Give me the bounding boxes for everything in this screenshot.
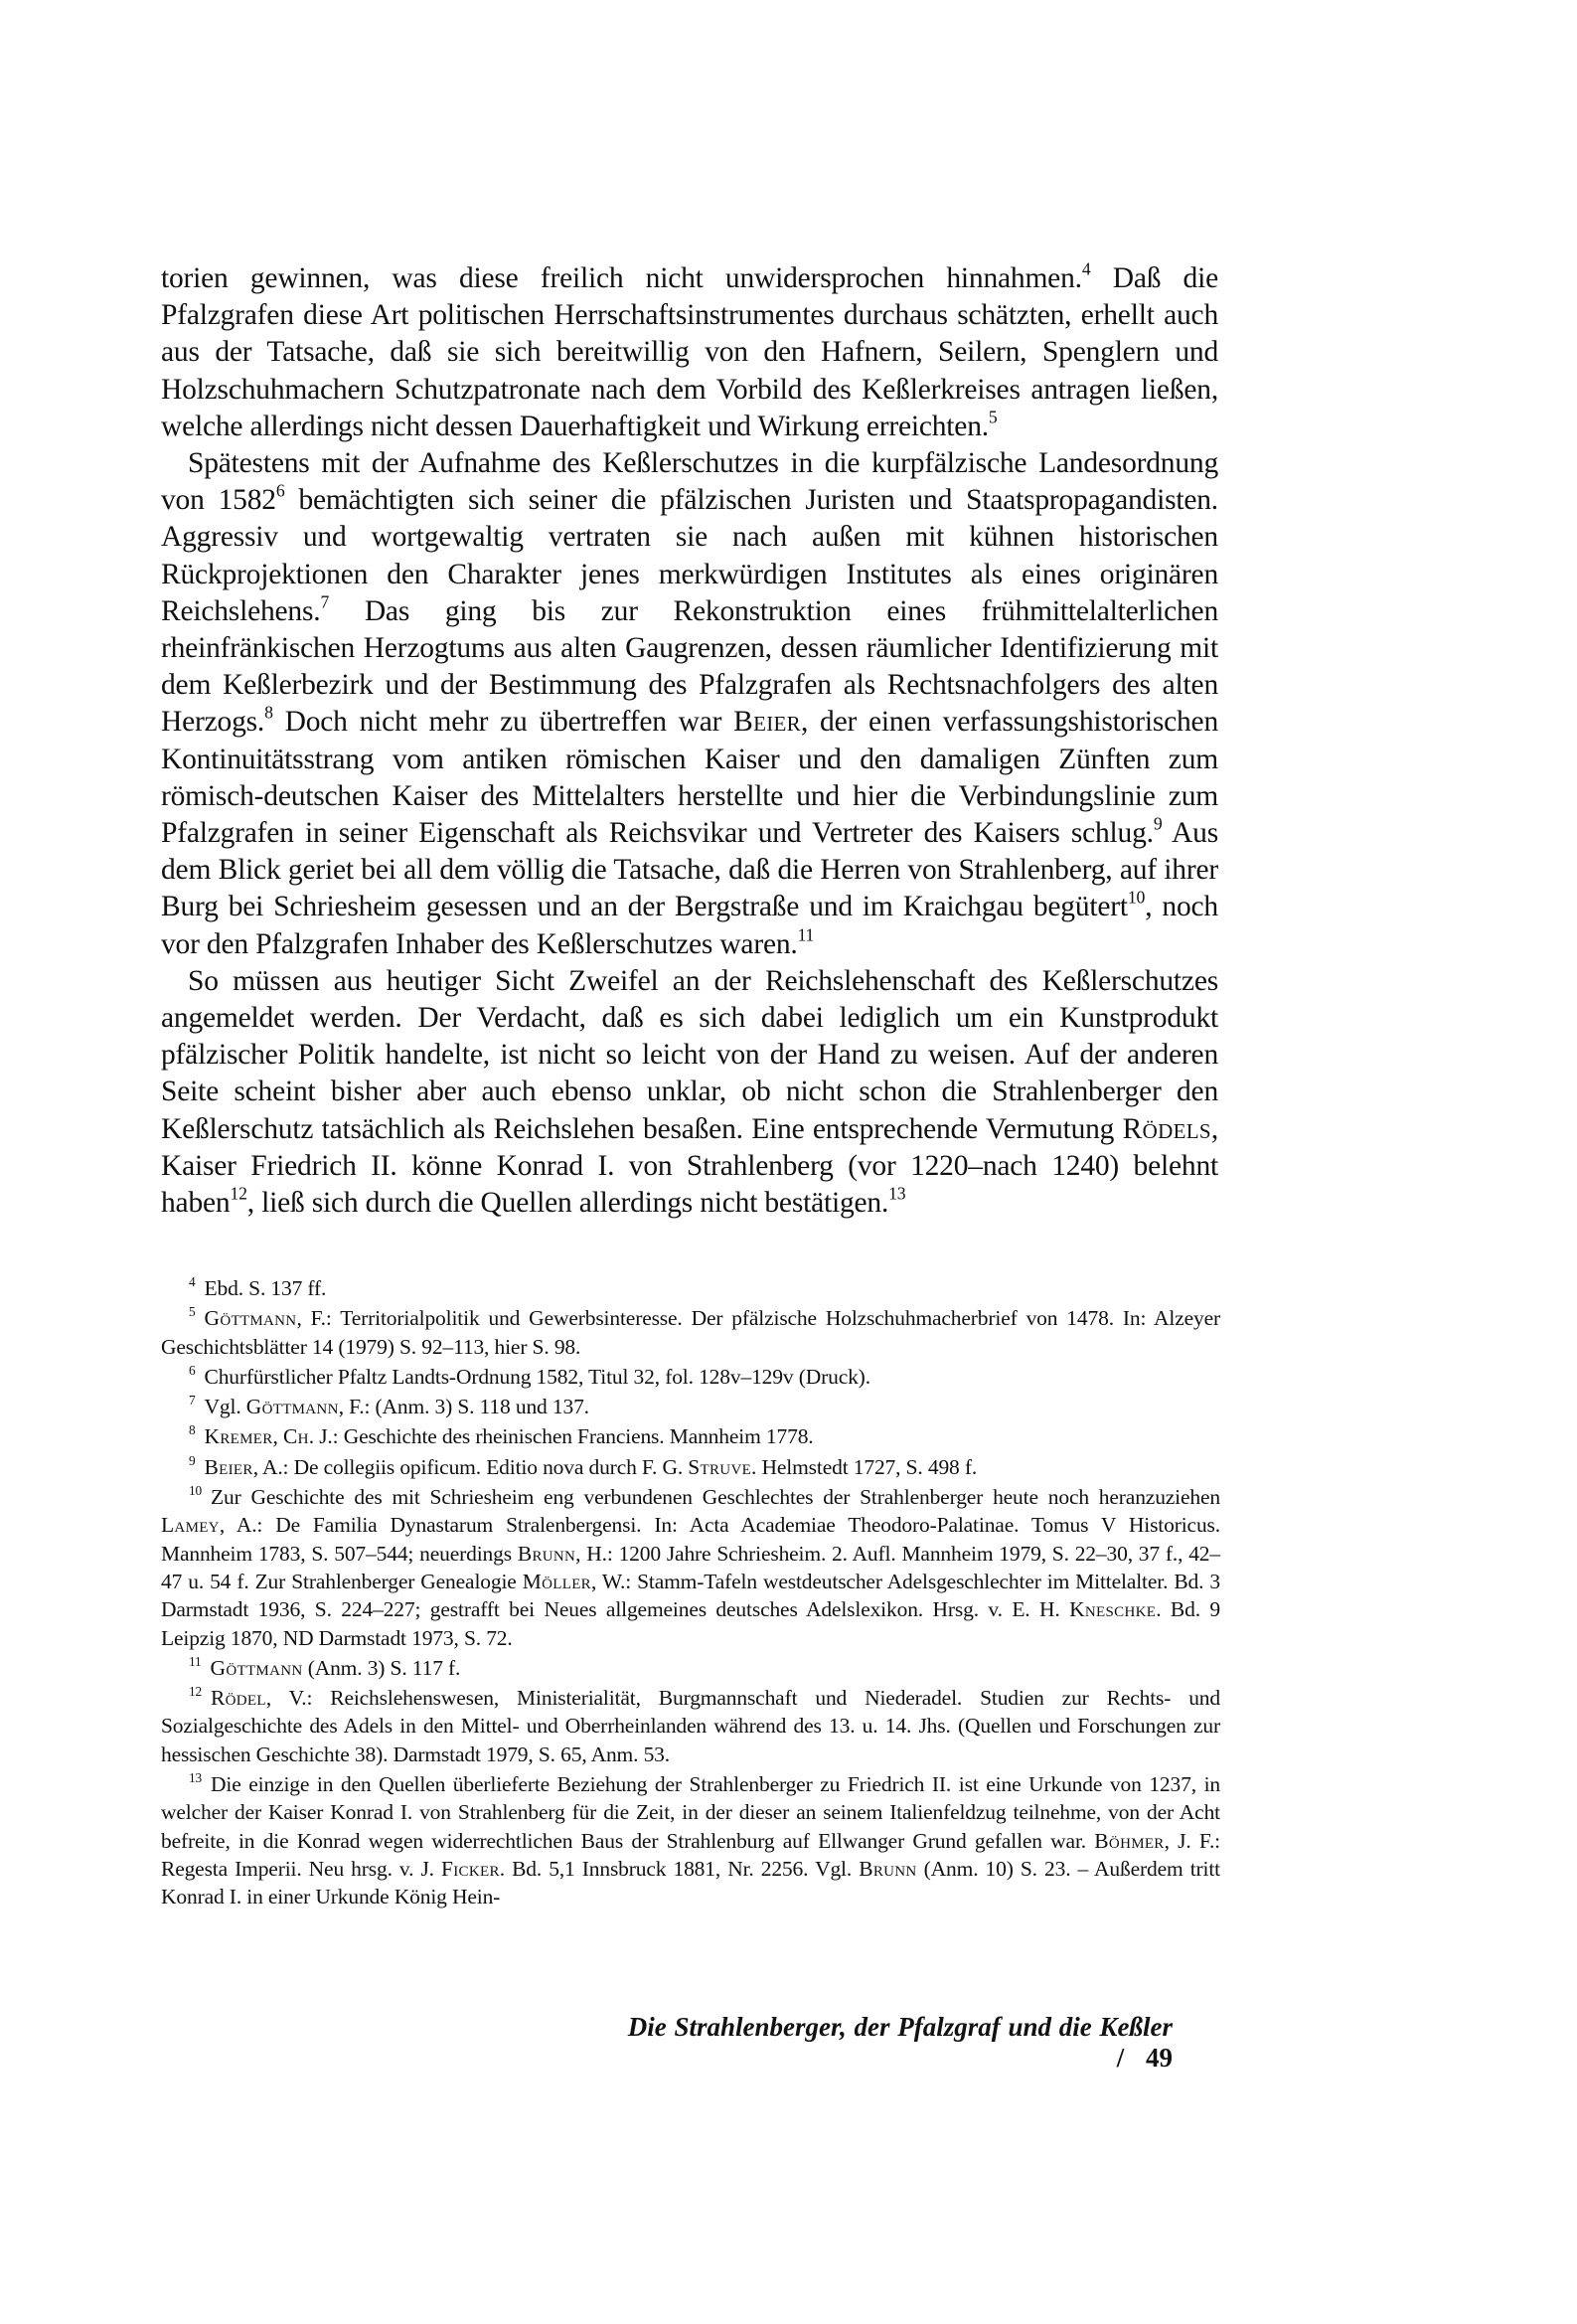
text-run: Vgl. xyxy=(204,1395,246,1419)
footnote-ref: 12 xyxy=(230,1183,247,1204)
text-run: , xyxy=(272,1424,283,1449)
text-run: , Kaiser Friedrich II. könne Konrad I. von Strahlenberg (vor 1220–nach 1240) belehnt haben xyxy=(161,1112,1218,1220)
text-run: , A.: De collegiis opificum. Editio nova durch F. G. xyxy=(252,1454,689,1479)
text-run: . J.: Geschichte des rheinischen Franciens. Mannheim 1778. xyxy=(308,1424,814,1449)
running-footer xyxy=(616,2012,1173,2074)
author-name: Beier xyxy=(733,706,801,739)
footnote-number: 12 xyxy=(189,1684,203,1700)
footnote-number: 4 xyxy=(189,1273,196,1289)
text-run: . Bd. 5,1 Innsbruck 1881, Nr. 2256. Vgl. xyxy=(499,1856,860,1881)
text-run: , H.: 1200 Jahre Schriesheim. 2. Aufl. Mannheim 1979, S. 22–30, 37 f., 42–47 u. 54 f. Zur Strahlenberger Genealogie xyxy=(161,1541,1220,1593)
paragraph xyxy=(161,963,1218,1222)
text-run: , noch vor den Pfalzgrafen Inhaber des Keßlerschutzes waren. xyxy=(161,891,1218,960)
text-run: bemächtigten sich seiner die pfälzischen Juristen und Staatspropagandisten. Aggressiv und wortgewaltig vertraten sie nach außen mit kühnen historischen Rückprojektionen den Charakter jenes merkwürdigen Institutes als eines originären Reichslehens. xyxy=(161,484,1218,627)
text-run: torien gewinnen, was diese freilich nicht unwidersprochen hinnahmen. xyxy=(161,262,1082,294)
footnote-number: 7 xyxy=(189,1393,196,1409)
footer-separator: / xyxy=(1116,2043,1125,2073)
footnote-ref: 13 xyxy=(888,1183,906,1204)
author-name: Rödel xyxy=(211,1686,266,1711)
author-name: Struve xyxy=(688,1454,752,1479)
text-run: . Bd. 9 Leipzig 1870, ND Darmstadt 1973, S. 72. xyxy=(161,1597,1220,1650)
paragraph xyxy=(161,445,1218,963)
footnote-ref: 10 xyxy=(1127,887,1146,908)
footnote-ref: 6 xyxy=(275,480,285,501)
text-run: , der einen verfassungshistorischen Kontinuitätsstrang vom antiken römischen Kaiser und den damaligen Zünften zum römisch-deutschen Kaiser des Mittelalters herstellte und hier die Verbindungslinie zum Pfalzgrafen in seiner Eigenschaft als Reichsvikar und Vertreter des Kaisers schlug. xyxy=(161,706,1218,850)
footnote-number: 5 xyxy=(189,1304,196,1320)
footnote-ref: 8 xyxy=(264,702,273,723)
author-name: Göttmann xyxy=(210,1655,303,1680)
footnote-ref: 9 xyxy=(1153,813,1163,834)
footnote-ref: 11 xyxy=(797,923,815,944)
text-run: Aus dem Blick geriet bei all dem völlig die Tatsache, daß die Herren von Strahlenberg, auf ihrer Burg bei Schriesheim gesessen und an der Bergstraße und im Kraichgau begütert xyxy=(161,817,1218,923)
text-run: , ließ sich durch die Quellen allerdings nicht bestätigen. xyxy=(246,1187,889,1220)
footnote-number: 8 xyxy=(189,1422,196,1438)
text-run: , J. F.: Regesta Imperii. Neu hrsg. v. J. xyxy=(161,1828,1220,1881)
footnote xyxy=(161,1654,1220,1682)
text-run: Churfürstlicher Pfaltz Landts-Ordnung 1582, Titul 32, fol. 128v–129v (Druck). xyxy=(204,1364,870,1389)
footnote-number: 9 xyxy=(189,1452,196,1468)
author-name: Beier xyxy=(204,1454,253,1479)
text-run: Spätestens mit der Aufnahme des Keßlerschutzes in die kurpfälzische Landesordnung von 1582 xyxy=(161,447,1218,517)
text-run: Daß die Pfalzgrafen diese Art politischen Herrschaftsinstrumentes durchaus schätzten, erhellt auch aus der Tatsache, daß sie sich bereitwillig von den Hafnern, Seilern, Spenglern und Holzschuhmachern Schutzpatronate nach dem Vorbild des Keßlerkreises antragen ließen, welche allerdings nicht dessen Dauerhaftigkeit und Wirkung erreichten. xyxy=(161,262,1218,442)
text-run: Doch nicht mehr zu übertreffen war xyxy=(272,706,734,739)
footnote xyxy=(161,1363,1220,1391)
running-title: Die Strahlenberger, der Pfalzgraf und die Keßler xyxy=(627,2012,1173,2042)
text-run: Zur Geschichte des mit Schriesheim eng verbundenen Geschlechtes der Strahlenberger heute noch heranzuziehen xyxy=(211,1485,1220,1510)
footnote xyxy=(161,1422,1220,1450)
footnote xyxy=(161,1274,1220,1302)
footnote-ref: 4 xyxy=(1081,258,1091,279)
footnote xyxy=(161,1453,1220,1481)
text-run: . Helmstedt 1727, S. 498 f. xyxy=(751,1454,978,1479)
footnote-ref: 7 xyxy=(320,591,330,612)
text-run: , F.: Territorialpolitik und Gewerbsinteresse. Der pfälzische Holzschuhmacherbrief von 1478. In: Alzeyer Geschichtsblätter 14 (1979) S. 92–113, hier S. 98. xyxy=(161,1306,1220,1359)
footnote xyxy=(161,1393,1220,1420)
footnote-ref: 5 xyxy=(988,407,998,427)
page-number: 49 xyxy=(1146,2043,1173,2073)
author-name: Ch xyxy=(282,1424,309,1449)
paragraph xyxy=(161,260,1218,445)
author-name: Kremer xyxy=(204,1424,273,1449)
author-name: Brunn xyxy=(517,1541,576,1566)
author-name: Kneschke xyxy=(1069,1597,1157,1622)
main-text xyxy=(161,260,1218,1222)
text-run: Ebd. S. 137 ff. xyxy=(204,1276,327,1300)
text-run: Die einzige in den Quellen überlieferte Beziehung der Strahlenberger zu Friedrich II. ist eine Urkunde von 1237, in welcher der Kaiser Konrad I. von Strahlenberg für die Zeit, in der dieser an seinem Italienfeldzug teilnehme, von der Acht befreite, in die Konrad wegen widerrechtlichen Baus der Strahlenburg auf Ellwanger Grund gefallen war. xyxy=(161,1772,1220,1853)
author-name: Böhmer xyxy=(1094,1828,1165,1853)
text-run: , W.: Stamm-Tafeln westdeutscher Adelsgeschlechter im Mittelalter. Bd. 3 Darmstadt 1936, S. 224–227; gestrafft bei Neues allgemeines deutsches Adelslexikon. Hrsg. v. E. H. xyxy=(161,1569,1220,1622)
footnote-number: 6 xyxy=(189,1362,196,1378)
text-run: Das ging bis zur Rekonstruktion eines frühmittelalterlichen rheinfränkischen Herzogtums aus alten Gaugrenzen, dessen räumlicher Identifizierung mit dem Keßlerbezirk und der Bestimmung des Pfalzgrafen als Rechtsnachfolgers des alten Herzogs. xyxy=(161,594,1218,739)
author-name: Rödels xyxy=(1122,1112,1211,1145)
author-name: Lamey xyxy=(161,1513,220,1538)
text-run: , A.: De Familia Dynastarum Stralenbergensi. In: Acta Academiae Theodoro-Palatinae. Tomus V Historicus. Mannheim 1783, S. 507–544; neuerdings xyxy=(161,1513,1220,1566)
footnote xyxy=(161,1483,1220,1652)
author-name: Göttmann xyxy=(204,1306,297,1331)
text-run: (Anm. 10) S. 23. – Außerdem tritt Konrad I. in einer Urkunde König Hein- xyxy=(161,1856,1221,1909)
footnote-number: 13 xyxy=(189,1769,203,1785)
footnote xyxy=(161,1770,1220,1910)
text-run: , V.: Reichslehenswesen, Ministerialität, Burgmannschaft und Niederadel. Studien zur Rechts- und Sozialgeschichte des Adels in den Mittel- und Oberrheinlanden während des 13. u. 14. Jhs. (Quellen und Forschungen zur hessischen Geschichte 38). Darmstadt 1979, S. 65, Anm. 53. xyxy=(161,1686,1220,1766)
footnotes xyxy=(161,1274,1220,1913)
footnote-number: 10 xyxy=(189,1483,203,1499)
text-run: , F.: (Anm. 3) S. 118 und 137. xyxy=(338,1395,589,1419)
author-name: Möller xyxy=(522,1569,591,1593)
footnote xyxy=(161,1304,1220,1361)
footnote xyxy=(161,1684,1220,1768)
footnote-number: 11 xyxy=(189,1653,202,1669)
text-run: (Anm. 3) S. 117 f. xyxy=(302,1655,461,1680)
text-run: So müssen aus heutiger Sicht Zweifel an der Reichslehenschaft des Keßlerschutzes angemeldet werden. Der Verdacht, daß es sich dabei lediglich um ein Kunstprodukt pfälzischer Politik handelte, ist nicht so leicht von der Hand zu weisen. Auf der anderen Seite scheint bisher aber auch ebenso unklar, ob nicht schon die Strahlenberger den Keßlerschutz tatsächlich als Reichslehen besaßen. Eine entsprechende Vermutung xyxy=(161,964,1218,1145)
author-name: Ficker xyxy=(441,1856,500,1881)
author-name: Brunn xyxy=(859,1856,917,1881)
author-name: Göttmann xyxy=(245,1395,339,1419)
